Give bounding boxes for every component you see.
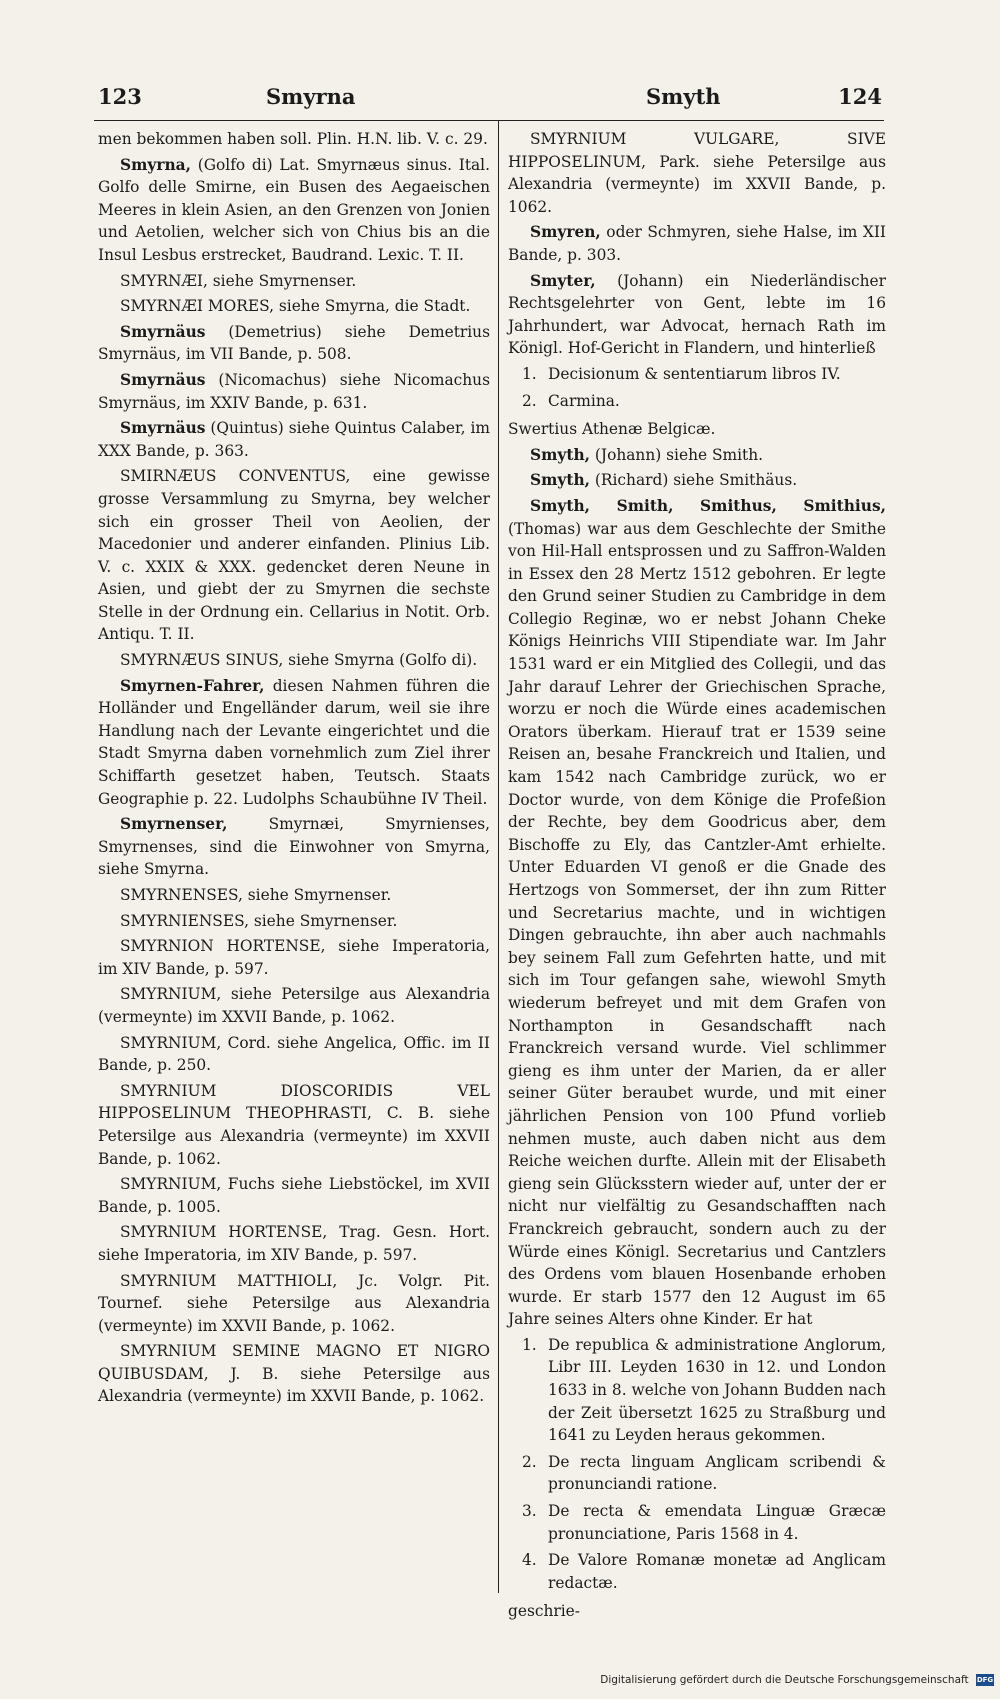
entry — [98, 154, 490, 267]
entry-text: (Thomas) war aus dem Geschlechte der Smithe von Hil-Hall entsprossen und zu Saffron-Walden in Essex den 28 Mertz 1512 gebohren. Er legte den Grund seiner Studien zu Cambridge in dem Collegio Reginæ, wo er nebst Johann Cheke Königs Heinrichs VIII Stipendiate war. Im Jahr 1531 ward er ein Mitglied des Collegii, und das Jahr darauf Lehrer der Griechischen Sprache, worzu er noch die Würde eines academischen Orators überkam. Hierauf trat er 1539 seine Reisen an, besahe Franckreich und Italien, und kam 1542 nach Cambridge zurück, wo er Doctor wurde, von dem Könige die Profeßion der Rechte, bey dem Goodricus aber, dem Bischoffe zu Ely, das Cantzler-Amt erhielte. Unter Eduarden VI genoß er die Gnade des Hertzogs von Sommerset, der ihn zum Ritter und Secretarius machte, und in wichtigen Dingen gebrauchte, ihn aber auch nachmahls bey seinem Fall zum Gefehrten hatte, und mit sich im Tour gefangen sahe, wiewohl Smyth wiederum befreyet und mit dem Grafen von Northampton in Gesandschafft nach Franckreich versand wurde. Viel schlimmer gieng es ihm unter der Marien, da er aller seiner Güter beraubet wurde, und mit einer jährlichen Pension von 100 Pfund vorlieb nehmen muste, auch daben nicht aus dem Reiche weichen durfte. Allein mit der Elisabeth gieng sein Glücksstern wieder auf, unter der er nicht nur vielfältig zu Gesandschafften nach Franckreich gebraucht, sondern auch zu der Würde eines Königl. Secretarius und Cantzlers des Ordens vom blauen Hosenbande erhoben wurde. Er starb 1577 den 12 August im 65 Jahre seines Alters ohne Kinder. Er hat — [508, 519, 886, 1329]
entry — [98, 321, 490, 366]
entry-text: SMYRNÆI MORES, siehe Smyrna, die Stadt. — [120, 297, 471, 316]
work-title: Carmina. — [548, 391, 620, 410]
entry-text: (Demetrius) siehe Demetrius Smyrnäus, im VII Bande, p. 508. — [98, 322, 490, 364]
entry — [98, 884, 490, 907]
work-title: De Valore Romanæ monetæ ad Anglicam redactæ. — [548, 1551, 886, 1592]
entry-text: (Johann) ein Niederländischer Rechtsgelehrter von Gent, lebte im 16 Jahrhundert, war Advocat, hernach Rath im Königl. Hof-Gericht in Flandern, und hinterließ — [508, 271, 886, 358]
page-number-right: 124 — [838, 84, 882, 109]
entry — [98, 1080, 490, 1170]
entry-headword: Smyth, Smith, Smithus, Smithius, — [530, 496, 886, 515]
entry — [98, 649, 490, 672]
entry — [508, 418, 886, 441]
entry-text: SMYRNIUM, Cord. siehe Angelica, Offic. im II Bande, p. 250. — [98, 1033, 490, 1075]
entry — [508, 469, 886, 492]
smyter-works-list — [508, 363, 886, 412]
footer-text: Digitalisierung gefördert durch die Deutsche Forschungsgemeinschaft — [600, 1674, 969, 1686]
entry-headword: Smyrnäus — [120, 370, 206, 389]
entry — [98, 1270, 490, 1338]
entry — [98, 417, 490, 462]
left-entries — [98, 128, 490, 1408]
entry — [508, 444, 886, 467]
entry-text: SMYRNIUM, siehe Petersilge aus Alexandria (vermeynte) im XXVII Bande, p. 1062. — [98, 985, 490, 1026]
entry-text: oder Schmyren, siehe Halse, im XII Bande, p. 303. — [508, 223, 886, 264]
entry-headword: Smyren, — [530, 223, 601, 242]
entry-text: (Golfo di) Lat. Smyrnæus sinus. Ital. Golfo delle Smirne, ein Busen des Aegaeischen Meeres in klein Asien, an den Grenzen von Jonien und Aetolien, welcher sich von Chius bis an die Insul Lesbus erstrecket, Baudrand. Lexic. T. II. — [98, 155, 490, 264]
right-entries-b — [508, 418, 886, 1331]
entry-headword: Smyth, — [530, 445, 590, 464]
entry-text: SMYRNIUM HORTENSE, Trag. Gesn. Hort. siehe Imperatoria, im XIV Bande, p. 597. — [98, 1223, 490, 1264]
entry-text: diesen Nahmen führen die Holländer und Engelländer darum, weil sie ihre Handlung nach der Levante eingerichtet und die Stadt Smyrna daben vornehmlich zum Ziel ihrer Schiffarth gesetzet haben, Teutsch. Staats Geographie p. 22. Ludolphs Schaubühne IV Theil. — [98, 676, 490, 808]
running-head-right: Smyth — [646, 84, 721, 109]
entry-headword: Smyrnenser, — [120, 815, 228, 834]
entry-text: SMIRNÆUS CONVENTUS, eine gewisse grosse Versammlung zu Smyrna, bey welcher sich ein grosser Theil von Aeolien, der Macedonier und anderer einfanden. Plinius Lib. V. c. XXIX & XXX. gedencket deren Neune in Asien, und giebt der zu Smyrnen die sechste Stelle in der Ordnung ein. Cellarius in Notit. Orb. Antiqu. T. II. — [98, 467, 490, 644]
work-item — [508, 1334, 886, 1447]
entry-text: SMYRNÆUS SINUS, siehe Smyrna (Golfo di). — [120, 651, 478, 670]
entry — [98, 128, 490, 151]
entry — [98, 1173, 490, 1218]
entry-text: (Johann) siehe Smith. — [594, 445, 764, 464]
entry-text: Swertius Athenæ Belgicæ. — [508, 420, 716, 439]
entry-headword: Smyrnäus — [120, 419, 206, 438]
column-divider — [498, 121, 499, 1593]
entry — [508, 495, 886, 1331]
entry-headword: Smyter, — [530, 271, 596, 290]
entry — [98, 295, 490, 318]
catchword: geschrie- — [508, 1602, 580, 1621]
entry-text: SMYRNENSES, siehe Smyrnenser. — [120, 886, 392, 904]
work-title: Decisionum & sententiarum libros IV. — [548, 364, 841, 383]
entry — [508, 221, 886, 266]
entry — [98, 270, 490, 293]
entry — [98, 813, 490, 881]
work-title: De recta & emendata Linguæ Græcæ pronunciatione, Paris 1568 in 4. — [548, 1502, 886, 1543]
dfg-logo: DFG — [976, 1676, 994, 1684]
entry-text: SMYRNIUM VULGARE, SIVE HIPPOSELINUM, Park. siehe Petersilge aus Alexandria (vermeynte) im XXVII Bande, p. 1062. — [508, 130, 886, 216]
entry-text: (Quintus) siehe Quintus Calaber, im XXX Bande, p. 363. — [98, 419, 490, 460]
entry — [98, 983, 490, 1028]
entry-text: SMYRNION HORTENSE, siehe Imperatoria, im XIV Bande, p. 597. — [98, 937, 490, 978]
entry — [98, 369, 490, 414]
entry-text: SMYRNÆI, siehe Smyrnenser. — [120, 271, 357, 290]
work-title: De republica & administratione Anglorum, Libr III. Leyden 1630 in 12. und London 1633 in 8. welche von Johann Budden nach der Zeit übersetzt 1625 zu Straßburg und 1641 zu Leyden heraus gekommen. — [548, 1335, 886, 1445]
entry-text: SMYRNIUM MATTHIOLI, Jc. Volgr. Pit. Tournef. siehe Petersilge aus Alexandria (vermeynte) im XXVII Bande, p. 1062. — [98, 1271, 490, 1335]
entry — [98, 675, 490, 811]
smyth-works-list — [508, 1334, 886, 1595]
entry-text: SMYRNIUM DIOSCORIDIS VEL HIPPOSELINUM THEOPHRASTI, C. B. siehe Petersilge aus Alexandria (vermeynte) im XXVII Bande, p. 1062. — [98, 1081, 490, 1168]
right-entries — [508, 128, 886, 360]
work-item — [508, 1549, 886, 1594]
left-column — [98, 128, 490, 1411]
entry — [98, 1340, 490, 1408]
work-title: De recta linguam Anglicam scribendi & pronunciandi ratione. — [548, 1452, 886, 1494]
work-item — [508, 1451, 886, 1496]
entry — [98, 1032, 490, 1077]
header-rule — [94, 120, 884, 121]
right-column — [508, 128, 886, 1626]
work-number: 2. — [522, 1452, 537, 1471]
entry — [98, 1221, 490, 1266]
work-number: 4. — [522, 1551, 537, 1570]
entry-text: Smyrnæi, Smyrnienses, Smyrnenses, sind die Einwohner von Smyrna, siehe Smyrna. — [98, 815, 490, 879]
entry — [98, 935, 490, 980]
entry — [98, 910, 490, 933]
work-number: 1. — [522, 364, 537, 383]
footer-credit — [0, 1674, 994, 1686]
page-header — [98, 84, 882, 118]
work-number: 1. — [522, 1335, 537, 1354]
entry-text: (Nicomachus) siehe Nicomachus Smyrnäus, im XXIV Bande, p. 631. — [98, 370, 490, 412]
work-item — [508, 1500, 886, 1545]
entry-headword: Smyrnen-Fahrer, — [120, 676, 265, 695]
work-item — [508, 363, 886, 386]
running-head-left: Smyrna — [266, 84, 356, 109]
page-number-left: 123 — [98, 84, 142, 109]
work-item — [508, 390, 886, 413]
entry-text: (Richard) siehe Smithäus. — [594, 471, 798, 490]
entry-headword: Smyrnäus — [120, 322, 206, 341]
entry — [508, 128, 886, 218]
work-number: 3. — [522, 1502, 537, 1521]
entry-headword: Smyth, — [530, 471, 590, 490]
entry-text: SMYRNIUM SEMINE MAGNO ET NIGRO QUIBUSDAM, J. B. siehe Petersilge aus Alexandria (vermeynte) im XXVII Bande, p. 1062. — [98, 1342, 490, 1406]
entry-headword: Smyrna, — [120, 155, 191, 174]
entry — [98, 465, 490, 646]
entry-text: SMYRNIENSES, siehe Smyrnenser. — [120, 911, 398, 930]
entry — [508, 270, 886, 360]
work-number: 2. — [522, 391, 537, 410]
entry-text: SMYRNIUM, Fuchs siehe Liebstöckel, im XVII Bande, p. 1005. — [98, 1175, 490, 1216]
entry-text: men bekommen haben soll. Plin. H.N. lib. V. c. 29. — [98, 130, 488, 148]
